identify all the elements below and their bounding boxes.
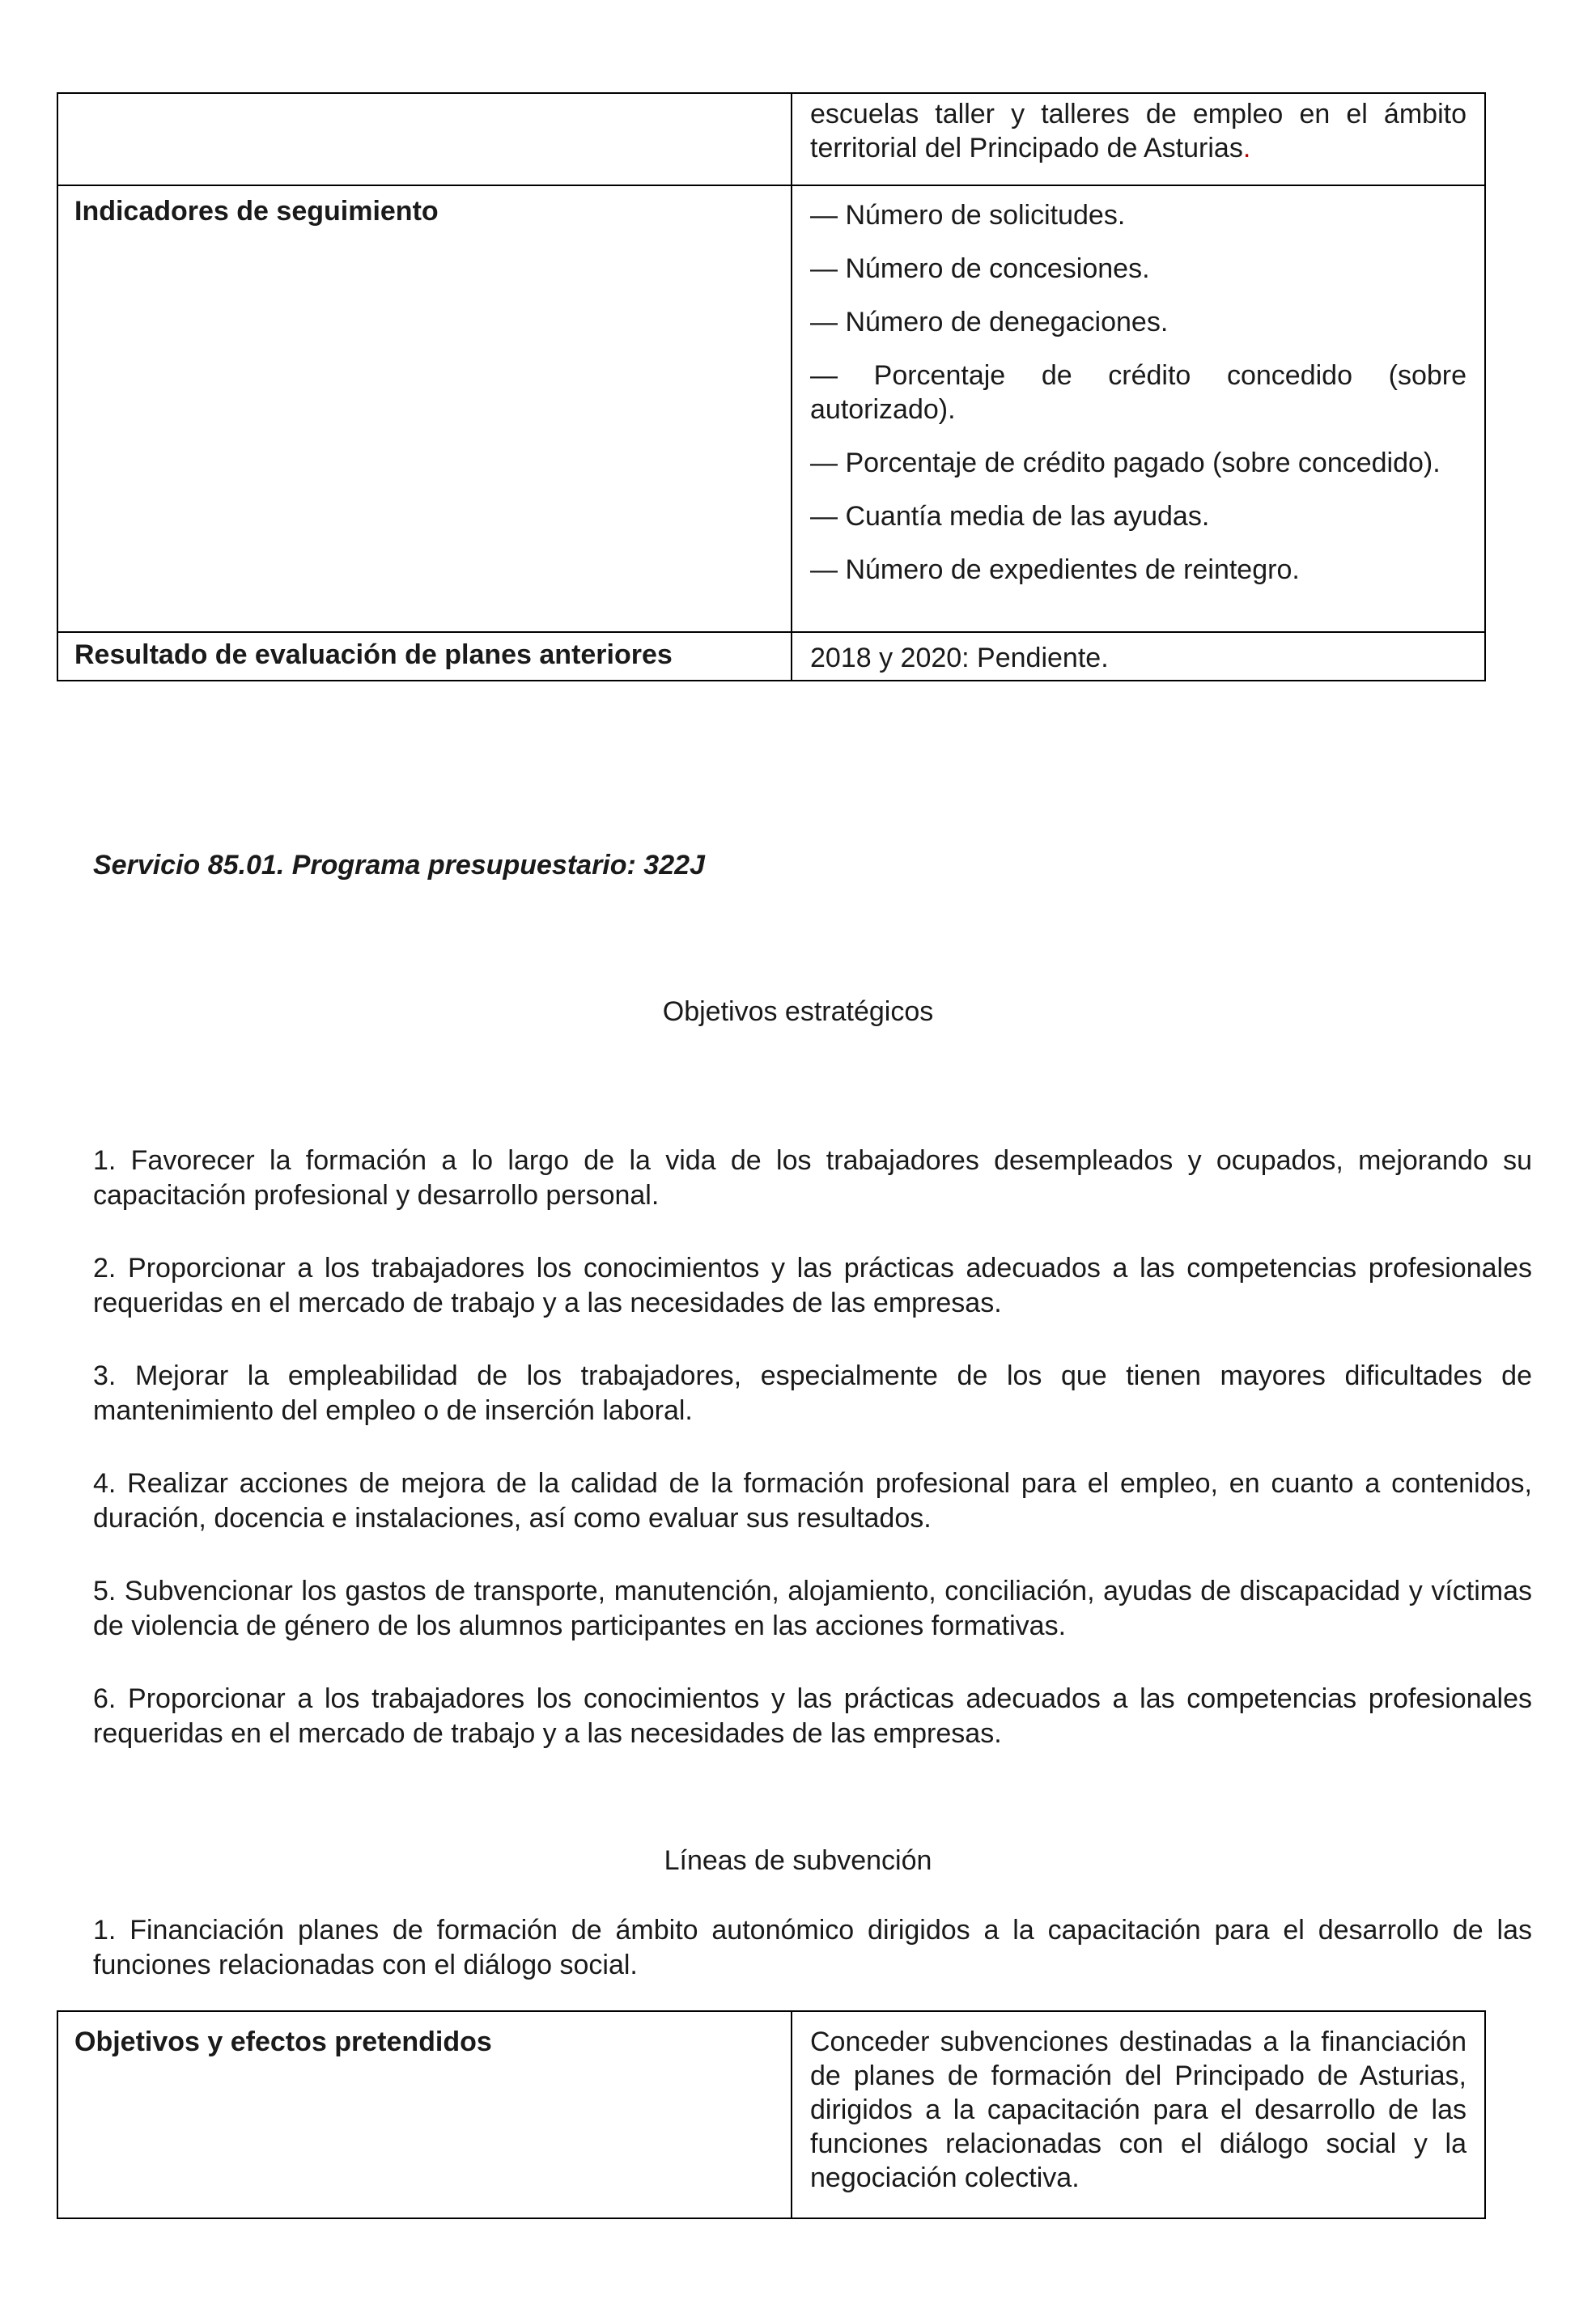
indicators-list: [792, 186, 1484, 593]
subsidy-heading: Líneas de subvención: [664, 1845, 932, 1876]
results-cell: [792, 632, 1485, 681]
empty-cell: [57, 93, 792, 185]
results-label-cell: [57, 632, 792, 681]
table-row: [57, 93, 1485, 185]
objective-item: 2. Proporcionar a los trabajadores los conocimientos y las prácticas adecuados a las competencias profesionales requeridas en el mercado de trabajo y a las necesidades de las empresas.: [93, 1253, 1532, 1318]
objectives-list: [93, 1144, 1532, 1789]
table-row: [57, 632, 1485, 681]
subsidy-line-item: 1. Financiación planes de formación de ámbito autonómico dirigidos a la capacitación para el desarrollo de las funciones relacionadas con el diálogo social.: [93, 1915, 1532, 1980]
indicator-item: — Número de denegaciones.: [810, 307, 1169, 337]
indicators-label: Indicadores de seguimiento: [74, 196, 439, 227]
results-label: Resultado de evaluación de planes anteriores: [74, 639, 673, 670]
indicators-cell: [792, 185, 1485, 632]
indicator-item: — Número de solicitudes.: [810, 200, 1126, 231]
continuation-text: [792, 94, 1484, 170]
objective-item: 3. Mejorar la empleabilidad de los trabajadores, especialmente de los que tienen mayores dificultades de mantenimiento del empleo o de inserción laboral.: [93, 1360, 1532, 1426]
continuation-period: .: [1242, 133, 1251, 163]
indicator-item: — Porcentaje de crédito pagado (sobre concedido).: [810, 448, 1441, 478]
objectives-effects-label-cell: [57, 2011, 792, 2218]
service-heading: Servicio 85.01. Programa presupuestario: 322J: [93, 850, 705, 881]
indicator-item: — Número de expedientes de reintegro.: [810, 554, 1300, 585]
objective-item: 6. Proporcionar a los trabajadores los conocimientos y las prácticas adecuados a las competencias profesionales requeridas en el mercado de trabajo y a las necesidades de las empresas.: [93, 1683, 1532, 1749]
objectives-effects-text: Conceder subvenciones destinadas a la financiación de planes de formación del Principado de Asturias, dirigidos a la capacitación para el desarrollo de las funciones relacionadas con el diálogo social y la negociación colectiva.: [810, 2027, 1467, 2193]
indicator-item: — Número de concesiones.: [810, 253, 1150, 284]
indicators-label-cell: [57, 185, 792, 632]
continuation-cell: [792, 93, 1485, 185]
objective-item: 1. Favorecer la formación a lo largo de la vida de los trabajadores desempleados y ocupados, mejorando su capacitación profesional y desarrollo personal.: [93, 1145, 1532, 1211]
objective-item: 4. Realizar acciones de mejora de la calidad de la formación profesional para el empleo, en cuanto a contenidos, duración, docencia e instalaciones, así como evaluar sus resultados.: [93, 1468, 1532, 1534]
objectives-heading: Objetivos estratégicos: [662, 996, 934, 1027]
table-row: [57, 185, 1485, 632]
objectives-effects-table: [57, 2010, 1486, 2219]
objectives-effects-label: Objetivos y efectos pretendidos: [74, 2027, 492, 2057]
table-row: [57, 2011, 1485, 2218]
objective-item: 5. Subvencionar los gastos de transporte, manutención, alojamiento, conciliación, ayudas de discapacidad y víctimas de violencia de género de los alumnos participantes en las acciones formativas.: [93, 1576, 1532, 1641]
indicators-table: [57, 92, 1486, 681]
indicator-item: — Porcentaje de crédito concedido (sobre autorizado).: [810, 360, 1467, 425]
results-value: 2018 y 2020: Pendiente.: [810, 643, 1109, 673]
indicator-item: — Cuantía media de las ayudas.: [810, 501, 1210, 532]
objectives-effects-cell: [792, 2011, 1485, 2218]
continuation-text-body: escuelas taller y talleres de empleo en el ámbito territorial del Principado de Asturias: [810, 99, 1467, 163]
